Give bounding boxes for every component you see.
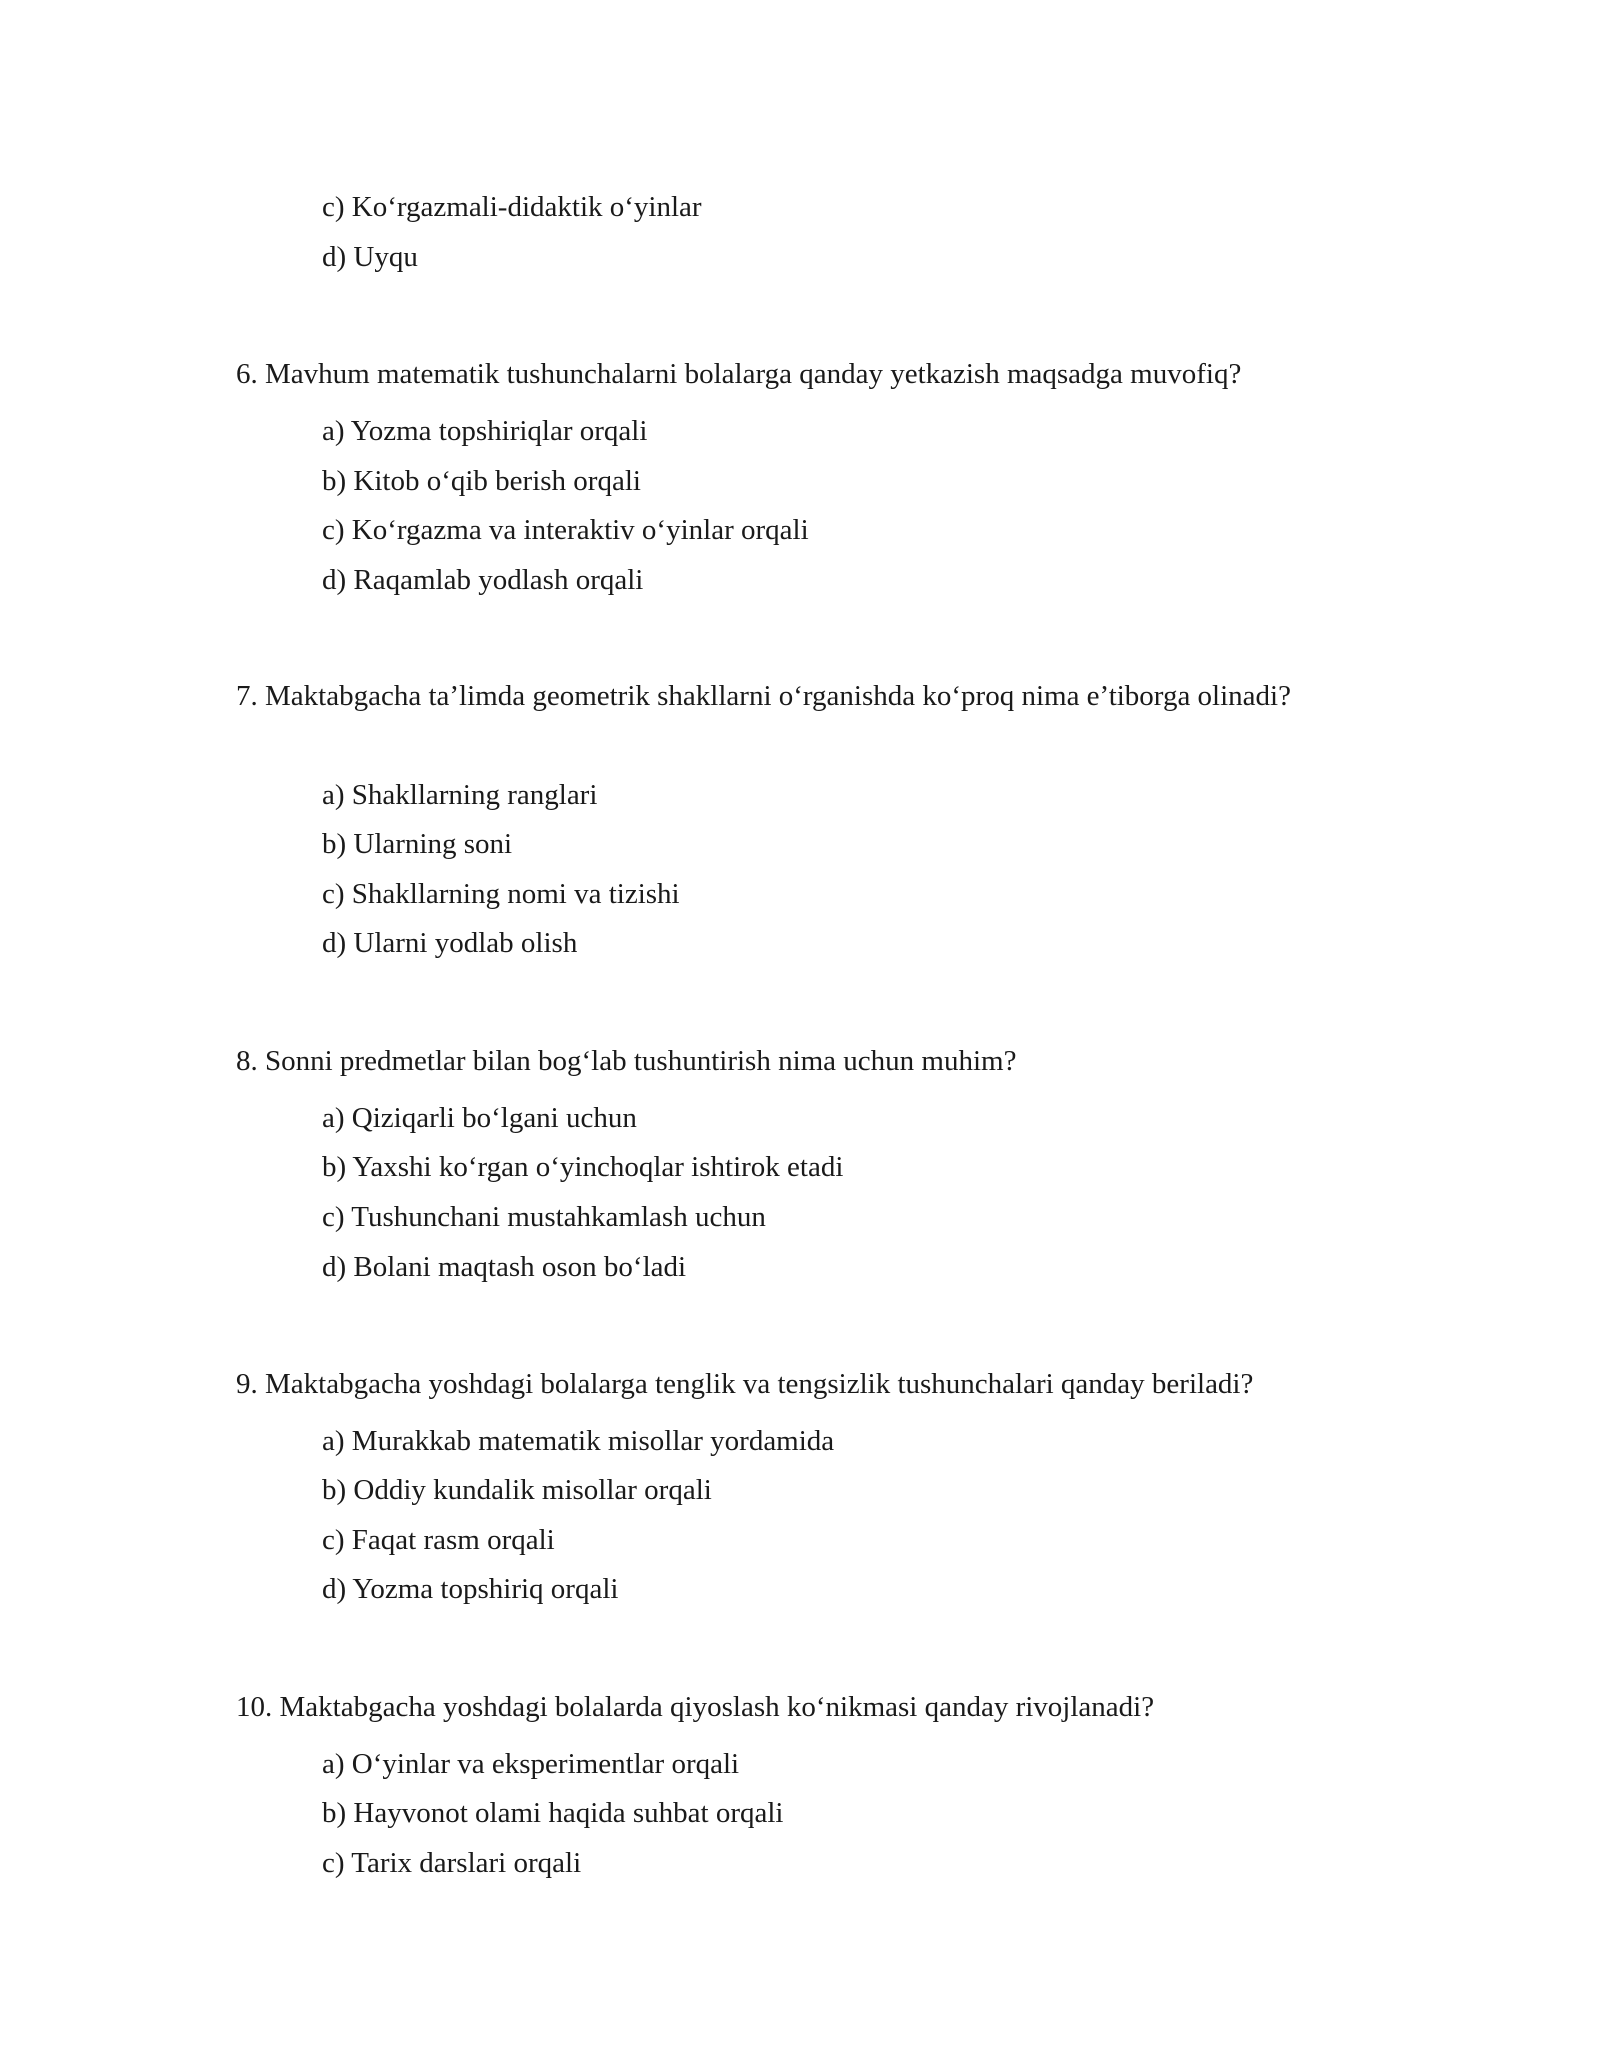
option-text: c) Shakllarning nomi va tizishi bbox=[322, 878, 680, 910]
option-text: b) Ularning soni bbox=[322, 828, 513, 860]
option-text: b) Oddiy kundalik misollar orqali bbox=[322, 1474, 712, 1506]
option-text: a) Murakkab matematik misollar yordamida bbox=[322, 1425, 835, 1457]
option-text: c) Koʻrgazmali-didaktik oʻyinlar bbox=[322, 191, 702, 223]
option-text: c) Faqat rasm orqali bbox=[322, 1524, 555, 1556]
option-text: a) Yozma topshiriqlar orqali bbox=[322, 415, 648, 447]
question-text: 7. Maktabgacha ta’limda geometrik shakllarni oʻrganishda koʻproq nima e’tiborga olinadi? bbox=[236, 680, 1291, 712]
option-text: c) Koʻrgazma va interaktiv oʻyinlar orqali bbox=[322, 514, 809, 546]
option-text: d) Uyqu bbox=[322, 241, 418, 273]
option-text: a) Qiziqarli boʻlgani uchun bbox=[322, 1102, 637, 1134]
option-text: d) Raqamlab yodlash orqali bbox=[322, 564, 644, 596]
option-text: d) Ularni yodlab olish bbox=[322, 927, 578, 959]
question-text: 8. Sonni predmetlar bilan bogʻlab tushuntirish nima uchun muhim? bbox=[236, 1045, 1017, 1077]
option-text: d) Bolani maqtash oson boʻladi bbox=[322, 1251, 687, 1283]
option-text: b) Hayvonot olami haqida suhbat orqali bbox=[322, 1797, 784, 1829]
question-text: 6. Mavhum matematik tushunchalarni bolalarga qanday yetkazish maqsadga muvofiq? bbox=[236, 358, 1242, 390]
option-text: b) Yaxshi koʻrgan oʻyinchoqlar ishtirok etadi bbox=[322, 1151, 844, 1183]
option-text: b) Kitob oʻqib berish orqali bbox=[322, 465, 641, 497]
option-text: c) Tushunchani mustahkamlash uchun bbox=[322, 1201, 766, 1233]
question-text: 10. Maktabgacha yoshdagi bolalarda qiyoslash koʻnikmasi qanday rivojlanadi? bbox=[236, 1691, 1155, 1723]
option-text: c) Tarix darslari orqali bbox=[322, 1847, 582, 1879]
option-text: a) Shakllarning ranglari bbox=[322, 779, 598, 811]
option-text: a) Oʻyinlar va eksperimentlar orqali bbox=[322, 1748, 740, 1780]
question-text: 9. Maktabgacha yoshdagi bolalarga tenglik va tengsizlik tushunchalari qanday beriladi? bbox=[236, 1368, 1254, 1400]
option-text: d) Yozma topshiriq orqali bbox=[322, 1573, 619, 1605]
